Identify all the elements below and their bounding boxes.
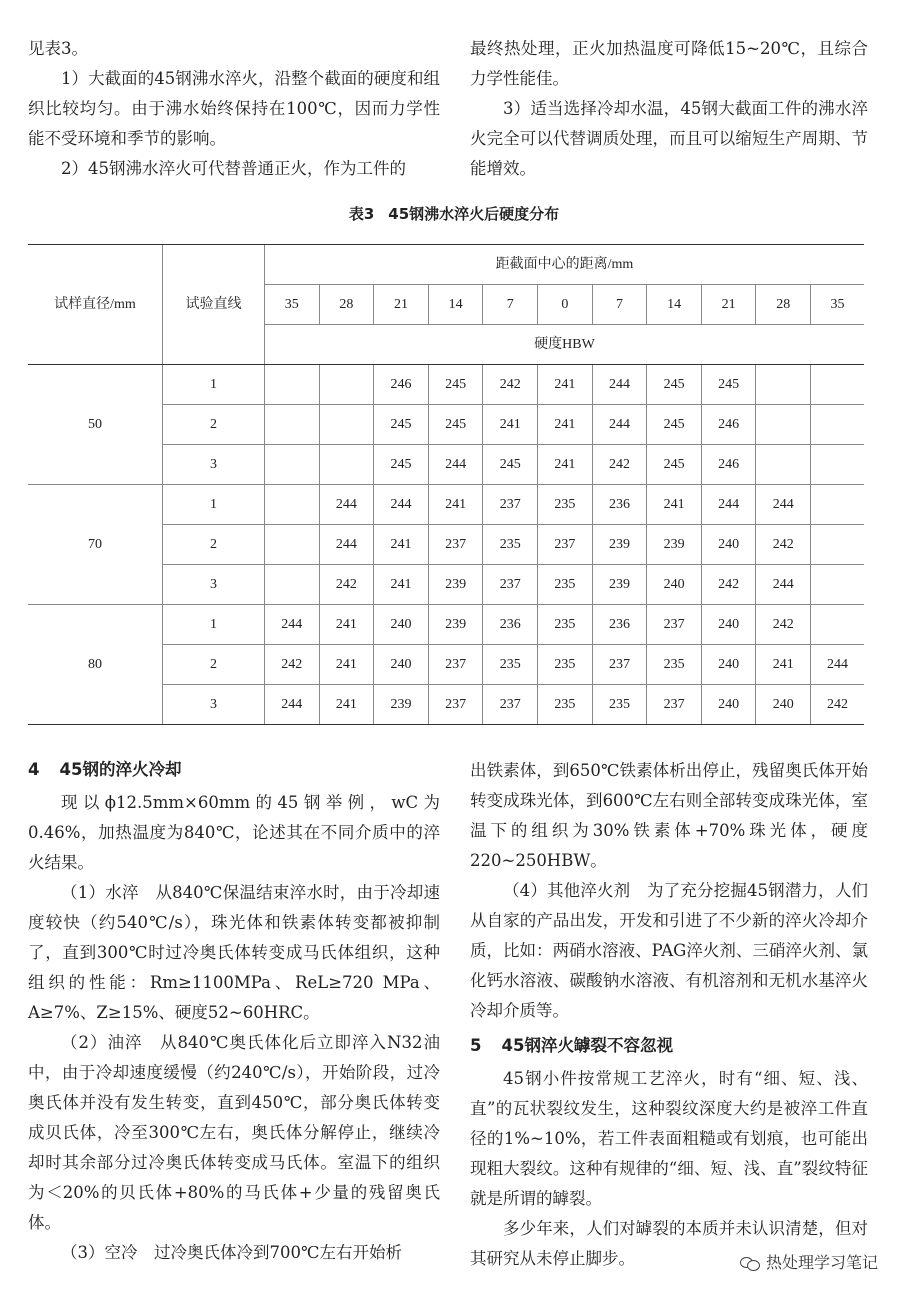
- hardness-cell: 237: [483, 565, 538, 605]
- hardness-cell: 235: [592, 685, 647, 725]
- hardness-cell: 241: [374, 565, 429, 605]
- hardness-cell: 241: [538, 445, 593, 485]
- hardness-cell: 241: [647, 485, 702, 525]
- hardness-cell: 240: [647, 565, 702, 605]
- hardness-cell: 235: [538, 605, 593, 645]
- hardness-cell: [811, 525, 864, 565]
- hardness-cell: 237: [538, 525, 593, 565]
- hardness-cell: 245: [374, 405, 429, 445]
- hardness-cell: 237: [483, 485, 538, 525]
- hardness-cell: [265, 405, 320, 445]
- paragraph: 45钢小件按常规工艺淬火，时有“细、短、浅、直”的瓦状裂纹发生，这种裂纹深度大约是被淬工件直径的1%~10%，若工件表面粗糙或有划痕，也可能出现粗大裂纹。这种有规律的“细、短、浅、直”裂纹特征就是所谓的罅裂。: [470, 1069, 868, 1208]
- hardness-cell: 236: [483, 605, 538, 645]
- hardness-cell: 235: [483, 645, 538, 685]
- header-diameter: 试样直径/mm: [28, 245, 163, 365]
- hardness-cell: [265, 485, 320, 525]
- table-row: [28, 485, 864, 525]
- paragraph: 现以ϕ12.5mm×60mm的45钢举例，wC为0.46%，加热温度为840℃，论述其在不同介质中的淬火结果。: [28, 793, 440, 872]
- diameter-cell: 50: [28, 365, 163, 485]
- hardness-cell: 245: [647, 445, 702, 485]
- paragraph: 出铁素体，到650℃铁素体析出停止，残留奥氏体开始转变成珠光体，到600℃左右则全部转变成珠光体，室温下的组织为30%铁素体+70%珠光体，硬度220~250HBW。: [470, 761, 868, 870]
- watermark: [740, 1248, 878, 1278]
- hardness-cell: 240: [701, 605, 756, 645]
- line-cell: 1: [163, 365, 265, 405]
- hardness-cell: 235: [538, 565, 593, 605]
- line-cell: 3: [163, 445, 265, 485]
- distance-header-cell: 14: [428, 285, 483, 325]
- hardness-cell: 246: [374, 365, 429, 405]
- hardness-cell: 240: [701, 685, 756, 725]
- table-body: [28, 365, 864, 725]
- hardness-cell: 237: [592, 645, 647, 685]
- paragraph: 最终热处理，正火加热温度可降低15~20℃，且综合力学性能佳。: [470, 39, 868, 88]
- hardness-cell: [811, 365, 864, 405]
- hardness-cell: [811, 565, 864, 605]
- hardness-cell: 245: [374, 445, 429, 485]
- hardness-cell: 241: [319, 605, 374, 645]
- table-row: [28, 605, 864, 645]
- header-distance: 距截面中心的距离/mm: [265, 245, 865, 285]
- hardness-cell: 240: [701, 645, 756, 685]
- distance-header-cell: 0: [538, 285, 593, 325]
- line-cell: 3: [163, 565, 265, 605]
- hardness-cell: [811, 445, 864, 485]
- hardness-cell: 245: [647, 365, 702, 405]
- hardness-cell: 239: [592, 525, 647, 565]
- hardness-cell: 245: [428, 405, 483, 445]
- hardness-cell: 244: [265, 685, 320, 725]
- diameter-cell: 80: [28, 605, 163, 725]
- section-heading: [470, 1032, 868, 1060]
- hardness-cell: 244: [265, 605, 320, 645]
- table-title: 45钢沸水淬火后硬度分布: [388, 205, 560, 223]
- hardness-cell: 241: [483, 405, 538, 445]
- hardness-cell: [265, 365, 320, 405]
- section-heading: [28, 756, 440, 784]
- line-cell: 1: [163, 605, 265, 645]
- paragraph: （4）其他淬火剂 为了充分挖掘45钢潜力，人们从自家的产品出发，开发和引进了不少新的淬火冷却介质，比如：两硝水溶液、PAG淬火剂、三硝淬火剂、氯化钙水溶液、碳酸钠水溶液、有机溶剂和无机水基淬火冷却介质等。: [470, 881, 868, 1020]
- distance-header-cell: 21: [701, 285, 756, 325]
- paragraph: 1）大截面的45钢沸水淬火，沿整个截面的硬度和组织比较均匀。由于沸水始终保持在100℃，因而力学性能不受环境和季节的影响。: [28, 69, 440, 148]
- hardness-cell: 239: [428, 605, 483, 645]
- hardness-cell: 246: [701, 445, 756, 485]
- hardness-cell: 242: [701, 565, 756, 605]
- hardness-cell: 240: [374, 645, 429, 685]
- line-cell: 2: [163, 645, 265, 685]
- distance-header-cell: 7: [483, 285, 538, 325]
- hardness-cell: [265, 565, 320, 605]
- hardness-cell: 241: [756, 645, 811, 685]
- hardness-cell: 235: [538, 485, 593, 525]
- left-column-bottom: [28, 756, 440, 1268]
- hardness-cell: [265, 525, 320, 565]
- diameter-cell: 70: [28, 485, 163, 605]
- hardness-cell: 237: [428, 685, 483, 725]
- hardness-cell: [319, 405, 374, 445]
- paragraph: 2）45钢沸水淬火可代替普通正火，作为工件的: [61, 159, 406, 178]
- hardness-cell: 240: [756, 685, 811, 725]
- hardness-cell: 244: [374, 485, 429, 525]
- hardness-cell: 236: [592, 485, 647, 525]
- hardness-cell: [756, 445, 811, 485]
- distance-header-cell: 35: [265, 285, 320, 325]
- right-column-top: [470, 34, 868, 184]
- hardness-cell: 235: [538, 645, 593, 685]
- hardness-cell: 242: [811, 685, 864, 725]
- hardness-cell: 241: [374, 525, 429, 565]
- paragraph: 多少年来，人们对罅裂的本质并未认识清楚，但对其研究从未停止脚步。: [470, 1219, 868, 1268]
- section-number: 4: [28, 760, 40, 779]
- hardness-cell: 241: [319, 685, 374, 725]
- paragraph: 3）适当选择冷却水温，45钢大截面工件的沸水淬火完全可以代替调质处理，而且可以缩短生产周期、节能增效。: [470, 99, 868, 178]
- hardness-cell: 245: [647, 405, 702, 445]
- hardness-cell: 244: [701, 485, 756, 525]
- section-number: 5: [470, 1036, 482, 1055]
- paragraph: 见表3。: [28, 39, 88, 58]
- hardness-cell: 242: [319, 565, 374, 605]
- right-column-bottom: [470, 756, 868, 1274]
- hardness-cell: 239: [592, 565, 647, 605]
- hardness-cell: [811, 405, 864, 445]
- line-cell: 1: [163, 485, 265, 525]
- hardness-cell: 242: [483, 365, 538, 405]
- distance-header-cell: 21: [374, 285, 429, 325]
- hardness-cell: 240: [374, 605, 429, 645]
- hardness-cell: 235: [483, 525, 538, 565]
- header-line: 试验直线: [163, 245, 265, 365]
- hardness-cell: 235: [538, 685, 593, 725]
- table-row: [28, 365, 864, 405]
- hardness-cell: 246: [701, 405, 756, 445]
- hardness-cell: 240: [701, 525, 756, 565]
- hardness-cell: 241: [428, 485, 483, 525]
- line-cell: 2: [163, 525, 265, 565]
- hardness-cell: 236: [592, 605, 647, 645]
- hardness-cell: [265, 445, 320, 485]
- hardness-cell: 244: [319, 525, 374, 565]
- hardness-cell: [811, 485, 864, 525]
- hardness-cell: 237: [483, 685, 538, 725]
- hardness-cell: 237: [647, 685, 702, 725]
- hardness-cell: 241: [319, 645, 374, 685]
- table-number: 表3: [348, 205, 375, 223]
- hardness-cell: 235: [647, 645, 702, 685]
- hardness-cell: [756, 365, 811, 405]
- hardness-cell: 242: [265, 645, 320, 685]
- hardness-cell: 241: [538, 365, 593, 405]
- hardness-cell: 245: [701, 365, 756, 405]
- hardness-cell: 244: [319, 485, 374, 525]
- hardness-cell: 244: [428, 445, 483, 485]
- hardness-cell: 241: [538, 405, 593, 445]
- paragraph: （1）水淬 从840℃保温结束淬水时，由于冷却速度较快（约540℃/s），珠光体和铁素体转变都被抑制了，直到300℃时过冷奥氏体转变成马氏体组织，这种组织的性能：Rm≥1100MPa、ReL≥720 MPa、A≥7%、Z≥15%、硬度52~60HRC。: [28, 883, 440, 1022]
- hardness-cell: 239: [647, 525, 702, 565]
- hardness-cell: 244: [756, 565, 811, 605]
- hardness-cell: 237: [428, 645, 483, 685]
- hardness-cell: 244: [811, 645, 864, 685]
- hardness-table: [28, 244, 864, 725]
- hardness-cell: [756, 405, 811, 445]
- header-unit: 硬度HBW: [265, 325, 865, 365]
- watermark-text: 热处理学习笔记: [765, 1253, 878, 1272]
- hardness-cell: 239: [428, 565, 483, 605]
- chat-bubbles-icon: [740, 1255, 760, 1271]
- hardness-cell: [811, 605, 864, 645]
- left-column-top: [28, 34, 440, 184]
- hardness-cell: 244: [592, 365, 647, 405]
- hardness-cell: [319, 365, 374, 405]
- hardness-cell: 242: [756, 525, 811, 565]
- line-cell: 2: [163, 405, 265, 445]
- hardness-cell: 239: [374, 685, 429, 725]
- line-cell: 3: [163, 685, 265, 725]
- distance-header-cell: 28: [319, 285, 374, 325]
- hardness-cell: 245: [428, 365, 483, 405]
- hardness-cell: 244: [592, 405, 647, 445]
- hardness-cell: 237: [428, 525, 483, 565]
- hardness-cell: [319, 445, 374, 485]
- section-title: 45钢淬火罅裂不容忽视: [501, 1036, 673, 1055]
- distance-header-cell: 35: [811, 285, 864, 325]
- hardness-cell: 244: [756, 485, 811, 525]
- distance-header-cell: 7: [592, 285, 647, 325]
- hardness-cell: 237: [647, 605, 702, 645]
- table-caption: [0, 202, 908, 226]
- paragraph: （2）油淬 从840℃奥氏体化后立即淬入N32油中，由于冷却速度缓慢（约240℃/s），开始阶段，过冷奥氏体并没有发生转变，直到450℃，部分奥氏体转变成贝氏体，冷至300℃左右，奥氏体分解停止，继续冷却时其余部分过冷奥氏体转变成马氏体。室温下的组织为＜20%的贝氏体+80%的马氏体+少量的残留奥氏体。: [28, 1033, 440, 1232]
- paragraph: （3）空冷 过冷奥氏体冷到700℃左右开始析: [61, 1243, 402, 1262]
- hardness-cell: 245: [483, 445, 538, 485]
- distance-header-cell: 28: [756, 285, 811, 325]
- distance-header-cell: 14: [647, 285, 702, 325]
- hardness-cell: 242: [592, 445, 647, 485]
- hardness-cell: 242: [756, 605, 811, 645]
- section-title: 45钢的淬火冷却: [59, 760, 182, 779]
